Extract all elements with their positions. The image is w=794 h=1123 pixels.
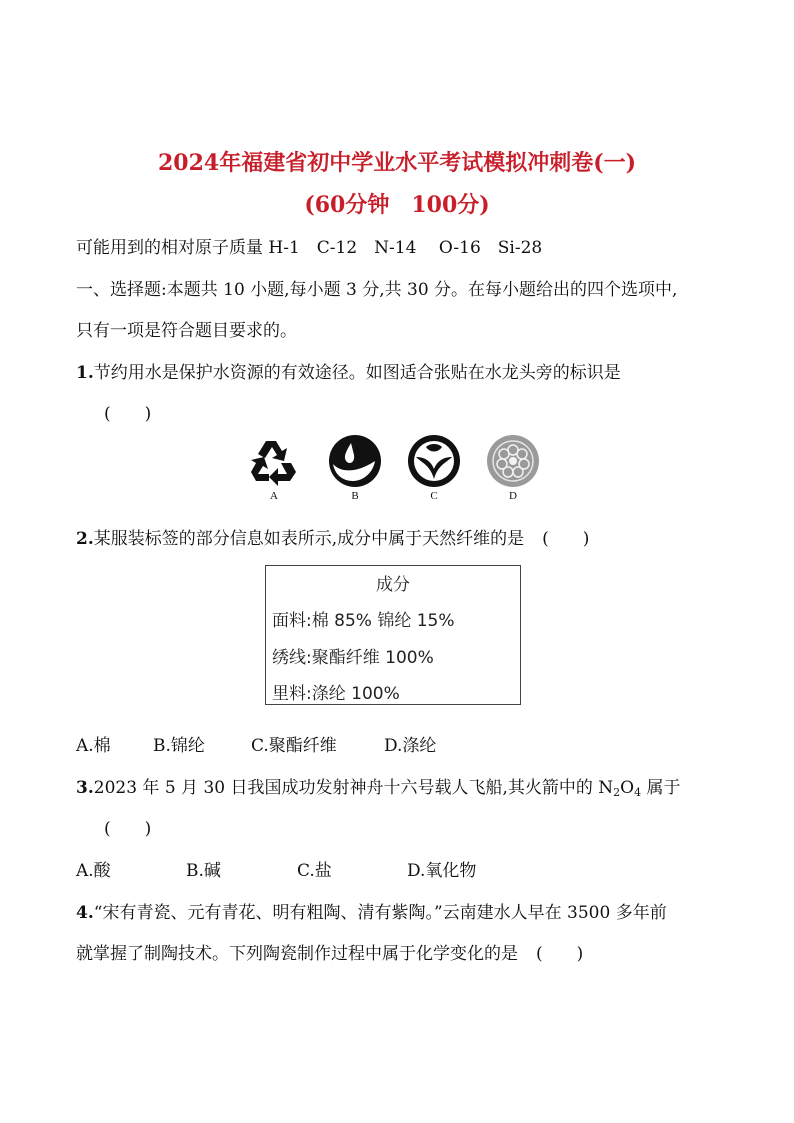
question-4 — [76, 898, 667, 923]
china-quality-seal-icon — [485, 433, 541, 489]
question-2 — [76, 524, 589, 549]
subscript: 2 — [613, 786, 621, 799]
question-3 — [76, 773, 681, 798]
option-label-a: A — [270, 490, 278, 502]
question-text-end: 属于 — [641, 778, 681, 798]
option-d: D.氧化物 — [407, 861, 477, 881]
question-text: 某服装标签的部分信息如表所示,成分中属于天然纤维的是 — [93, 529, 525, 549]
green-food-icon — [406, 433, 462, 489]
water-saving-icon — [327, 433, 383, 489]
q1-icon-options — [246, 433, 546, 513]
table-row: 绣线:聚酯纤维 100% — [272, 648, 434, 668]
option-a: A.棉 — [76, 736, 111, 756]
answer-blank: ( ) — [104, 819, 152, 839]
question-number: 1. — [76, 363, 94, 383]
question-text: “宋有青瓷、元有青花、明有粗陶、清有紫陶。”云南建水人早在 3500 多年前 — [93, 903, 667, 923]
option-d: D.涤纶 — [384, 736, 437, 756]
option-label-d: D — [509, 490, 517, 502]
answer-blank: ( ) — [542, 529, 590, 549]
answer-blank: ( ) — [104, 404, 152, 424]
option-b: B.碱 — [186, 861, 221, 881]
atomic-masses: 可能用到的相对原子质量 H-1 C-12 N-14 O-16 Si-28 — [76, 238, 543, 258]
question-number: 4. — [76, 903, 94, 923]
formula-part: O — [620, 778, 635, 798]
option-c: C.聚酯纤维 — [251, 736, 337, 756]
question-text: 就掌握了制陶技术。下列陶瓷制作过程中属于化学变化的是 — [76, 944, 518, 964]
answer-blank: ( ) — [536, 944, 584, 964]
question-number: 3. — [76, 778, 94, 798]
table-row: 里料:涤纶 100% — [272, 684, 400, 704]
table-header: 成分 — [376, 575, 410, 595]
table-row: 面料:棉 85% 锦纶 15% — [272, 611, 455, 631]
page-title: 2024年福建省初中学业水平考试模拟冲刺卷(一) — [157, 150, 637, 176]
question-text: 2023 年 5 月 30 日我国成功发射神舟十六号载人飞船,其火箭中的 N — [93, 778, 614, 798]
option-a: A.酸 — [76, 861, 111, 881]
label-table — [265, 565, 521, 705]
question-number: 2. — [76, 529, 94, 549]
option-c: C.盐 — [297, 861, 332, 881]
subscript: 4 — [634, 786, 642, 799]
question-1 — [76, 358, 621, 383]
section-instruction-line2: 只有一项是符合题目要求的。 — [76, 321, 297, 341]
option-label-c: C — [430, 490, 438, 502]
option-b: B.锦纶 — [153, 736, 205, 756]
question-4-line2 — [76, 939, 583, 964]
recycle-icon — [246, 433, 302, 489]
option-label-b: B — [351, 490, 359, 502]
page-subtitle: (60分钟 100分) — [304, 192, 490, 218]
question-text: 节约用水是保护水资源的有效途径。如图适合张贴在水龙头旁的标识是 — [93, 363, 621, 383]
section-instruction-line1: 一、选择题:本题共 10 小题,每小题 3 分,共 30 分。在每小题给出的四个选项中, — [76, 280, 678, 300]
